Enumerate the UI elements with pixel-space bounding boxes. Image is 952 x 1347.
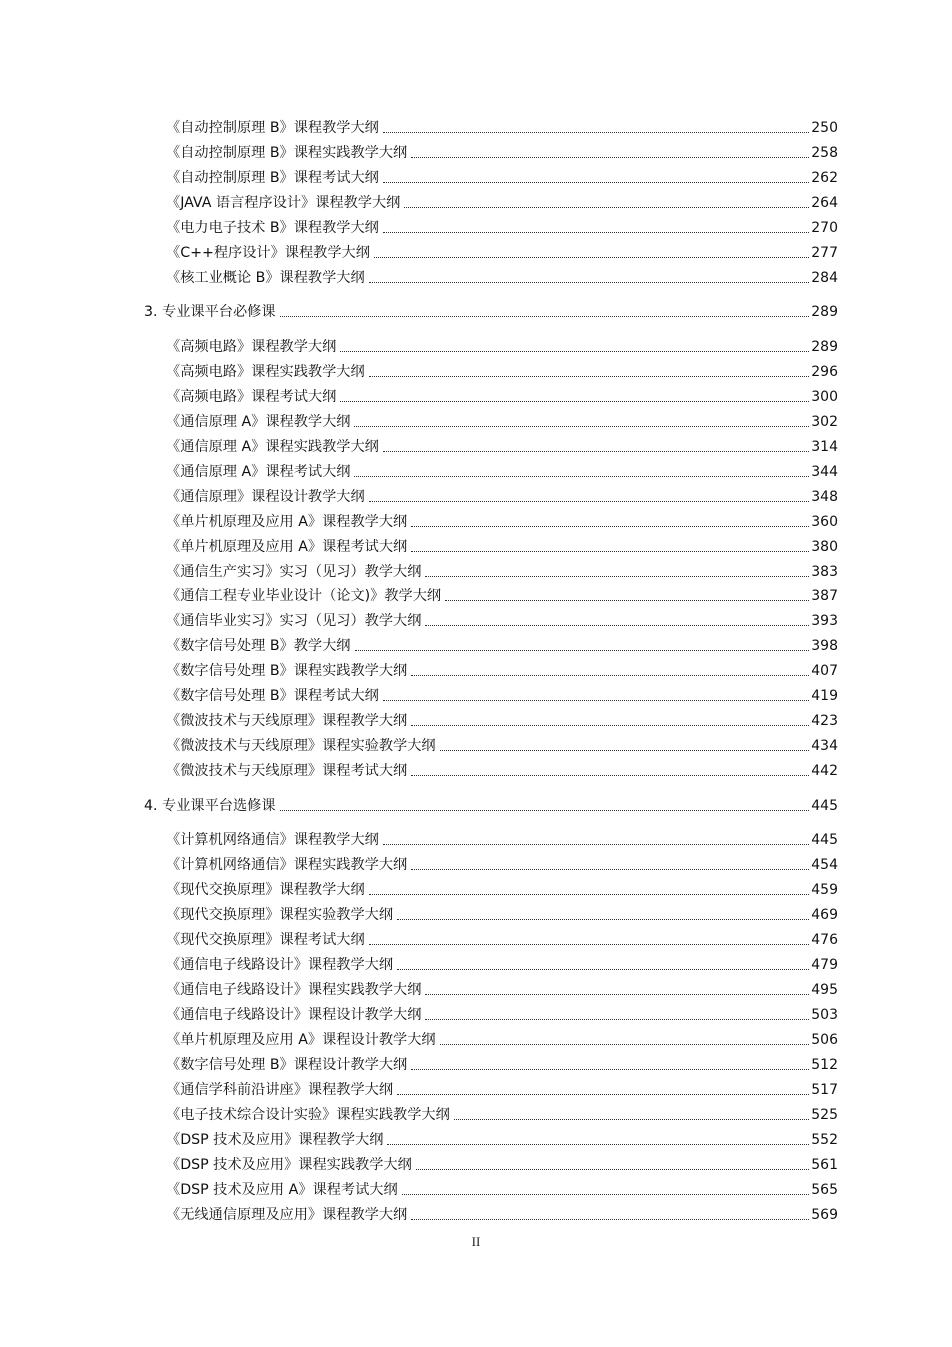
dot-leader bbox=[416, 1169, 809, 1170]
toc-entry[interactable] bbox=[166, 854, 838, 874]
dot-leader bbox=[369, 282, 810, 283]
toc-entry-title: 《自动控制原理 B》课程教学大纲 bbox=[166, 120, 379, 136]
dot-leader bbox=[383, 844, 809, 845]
toc-entry[interactable] bbox=[166, 386, 838, 406]
toc-entry-title: 《DSP 技术及应用 A》课程考试大纲 bbox=[166, 1182, 398, 1198]
toc-entry-title: 《微波技术与天线原理》课程教学大纲 bbox=[166, 713, 408, 729]
toc-entry[interactable] bbox=[166, 735, 838, 755]
dot-leader bbox=[354, 476, 809, 477]
dot-leader bbox=[280, 316, 810, 317]
toc-entry-title: 《通信原理 A》课程考试大纲 bbox=[166, 464, 351, 480]
toc-entry[interactable] bbox=[166, 585, 838, 605]
toc-entry-page: 525 bbox=[811, 1107, 838, 1123]
toc-entry-page: 393 bbox=[811, 613, 838, 629]
toc-entry-page: 302 bbox=[811, 414, 838, 430]
dot-leader bbox=[383, 451, 809, 452]
toc-entry-page: 264 bbox=[811, 195, 838, 211]
toc-entry-title: 《DSP 技术及应用》课程实践教学大纲 bbox=[166, 1157, 412, 1173]
toc-entry-page: 258 bbox=[811, 145, 838, 161]
toc-entry-page: 348 bbox=[811, 489, 838, 505]
dot-leader bbox=[454, 1119, 810, 1120]
toc-entry-page: 434 bbox=[811, 738, 838, 754]
toc-entry-title: 《DSP 技术及应用》课程教学大纲 bbox=[166, 1132, 384, 1148]
toc-entry-title: 《电子技术综合设计实验》课程实践教学大纲 bbox=[166, 1107, 450, 1123]
toc-entry-title: 《通信原理》课程设计教学大纲 bbox=[166, 489, 365, 505]
toc-entry[interactable] bbox=[166, 1054, 838, 1074]
toc-entry-page: 517 bbox=[811, 1082, 838, 1098]
toc-entry[interactable] bbox=[166, 929, 838, 949]
toc-entry-page: 476 bbox=[811, 932, 838, 948]
toc-entry-page: 561 bbox=[811, 1157, 838, 1173]
toc-entry[interactable] bbox=[166, 1029, 838, 1049]
dot-leader bbox=[411, 775, 809, 776]
dot-leader bbox=[404, 207, 809, 208]
toc-entry-page: 277 bbox=[811, 245, 838, 261]
toc-entry-title: 3. 专业课平台必修课 bbox=[144, 304, 276, 320]
toc-entry-title: 《C++程序设计》课程教学大纲 bbox=[166, 245, 370, 261]
toc-entry[interactable] bbox=[166, 436, 838, 456]
dot-leader bbox=[369, 376, 810, 377]
toc-entry-page: 289 bbox=[811, 339, 838, 355]
toc-entry-page: 469 bbox=[811, 907, 838, 923]
dot-leader bbox=[383, 232, 809, 233]
dot-leader bbox=[411, 157, 809, 158]
dot-leader bbox=[369, 501, 810, 502]
toc-entry-page: 454 bbox=[811, 857, 838, 873]
toc-entry-title: 《自动控制原理 B》课程实践教学大纲 bbox=[166, 145, 408, 161]
dot-leader bbox=[411, 551, 809, 552]
toc-entry-page: 380 bbox=[811, 539, 838, 555]
toc-entry-page: 569 bbox=[811, 1207, 838, 1223]
dot-leader bbox=[369, 894, 810, 895]
toc-entry[interactable] bbox=[166, 411, 838, 431]
toc-entry[interactable] bbox=[166, 361, 838, 381]
toc-entry-page: 270 bbox=[811, 220, 838, 236]
toc-entry[interactable] bbox=[166, 1079, 838, 1099]
toc-entry-title: 《数字信号处理 B》课程实践教学大纲 bbox=[166, 663, 408, 679]
toc-entry[interactable] bbox=[166, 829, 838, 849]
toc-entry-page: 296 bbox=[811, 364, 838, 380]
toc-entry[interactable] bbox=[166, 217, 838, 237]
toc-entry[interactable] bbox=[166, 760, 838, 780]
dot-leader bbox=[340, 401, 809, 402]
dot-leader bbox=[440, 750, 810, 751]
toc-entry-page: 565 bbox=[811, 1182, 838, 1198]
toc-entry-page: 445 bbox=[811, 832, 838, 848]
dot-leader bbox=[411, 725, 809, 726]
toc-entry-title: 《通信电子线路设计》课程实践教学大纲 bbox=[166, 982, 422, 998]
toc-entry-title: 《通信生产实习》实习（见习）教学大纲 bbox=[166, 564, 422, 580]
toc-entry[interactable] bbox=[166, 167, 838, 187]
toc-entry-title: 《高频电路》课程教学大纲 bbox=[166, 339, 337, 355]
dot-leader bbox=[397, 969, 809, 970]
toc-section-heading[interactable] bbox=[144, 301, 838, 321]
toc-entry[interactable] bbox=[166, 511, 838, 531]
toc-entry-page: 360 bbox=[811, 514, 838, 530]
toc-entry[interactable] bbox=[166, 635, 838, 655]
dot-leader bbox=[425, 576, 809, 577]
toc-entry[interactable] bbox=[166, 954, 838, 974]
dot-leader bbox=[387, 1144, 809, 1145]
toc-entry[interactable] bbox=[166, 486, 838, 506]
toc-entry-title: 《微波技术与天线原理》课程考试大纲 bbox=[166, 763, 408, 779]
toc-entry-title: 《高频电路》课程考试大纲 bbox=[166, 389, 337, 405]
toc-entry-title: 《无线通信原理及应用》课程教学大纲 bbox=[166, 1207, 408, 1223]
toc-entry-page: 344 bbox=[811, 464, 838, 480]
dot-leader bbox=[383, 132, 809, 133]
toc-entry-page: 442 bbox=[811, 763, 838, 779]
toc-entry-title: 《通信学科前沿讲座》课程教学大纲 bbox=[166, 1082, 394, 1098]
toc-entry[interactable] bbox=[166, 242, 838, 262]
dot-leader bbox=[411, 675, 809, 676]
dot-leader bbox=[354, 426, 809, 427]
toc-entry[interactable] bbox=[166, 461, 838, 481]
toc-entry-title: 4. 专业课平台选修课 bbox=[144, 798, 276, 814]
dot-leader bbox=[383, 182, 809, 183]
dot-leader bbox=[402, 1194, 810, 1195]
toc-entry-page: 419 bbox=[811, 688, 838, 704]
toc-entry[interactable] bbox=[166, 1104, 838, 1124]
toc-entry-page: 479 bbox=[811, 957, 838, 973]
toc-entry-title: 《电力电子技术 B》课程教学大纲 bbox=[166, 220, 379, 236]
toc-entry[interactable] bbox=[166, 879, 838, 899]
toc-entry[interactable] bbox=[166, 1004, 838, 1024]
toc-entry-page: 503 bbox=[811, 1007, 838, 1023]
toc-entry[interactable] bbox=[166, 536, 838, 556]
toc-entry-page: 512 bbox=[811, 1057, 838, 1073]
dot-leader bbox=[374, 257, 809, 258]
toc-entry-page: 289 bbox=[811, 304, 838, 320]
toc-entry-page: 284 bbox=[811, 270, 838, 286]
toc-entry-title: 《通信电子线路设计》课程教学大纲 bbox=[166, 957, 394, 973]
toc-entry[interactable] bbox=[166, 685, 838, 705]
toc-entry-title: 《核工业概论 B》课程教学大纲 bbox=[166, 270, 365, 286]
dot-leader bbox=[411, 869, 809, 870]
dot-leader bbox=[425, 994, 809, 995]
toc-entry[interactable] bbox=[166, 336, 838, 356]
toc-entry-title: 《通信毕业实习》实习（见习）教学大纲 bbox=[166, 613, 422, 629]
dot-leader bbox=[425, 625, 809, 626]
toc-entry-title: 《计算机网络通信》课程实践教学大纲 bbox=[166, 857, 408, 873]
toc-entry-page: 398 bbox=[811, 638, 838, 654]
toc-entry[interactable] bbox=[166, 1129, 838, 1149]
toc-entry[interactable] bbox=[166, 561, 838, 581]
toc-entry-title: 《数字信号处理 B》教学大纲 bbox=[166, 638, 351, 654]
toc-entry[interactable] bbox=[166, 979, 838, 999]
toc-entry-title: 《通信原理 A》课程实践教学大纲 bbox=[166, 439, 379, 455]
toc-entry-page: 552 bbox=[811, 1132, 838, 1148]
toc-entry-page: 387 bbox=[811, 588, 838, 604]
toc-entry[interactable] bbox=[166, 192, 838, 212]
dot-leader bbox=[397, 1094, 809, 1095]
dot-leader bbox=[425, 1019, 809, 1020]
toc-entry-title: 《单片机原理及应用 A》课程设计教学大纲 bbox=[166, 1032, 436, 1048]
toc-entry-page: 459 bbox=[811, 882, 838, 898]
toc-entry-title: 《数字信号处理 B》课程考试大纲 bbox=[166, 688, 379, 704]
toc-entry-page: 314 bbox=[811, 439, 838, 455]
toc-entry-title: 《JAVA 语言程序设计》课程教学大纲 bbox=[166, 195, 401, 211]
dot-leader bbox=[440, 1044, 810, 1045]
page-number: II bbox=[471, 1234, 481, 1249]
toc-entry-title: 《单片机原理及应用 A》课程考试大纲 bbox=[166, 539, 408, 555]
toc-section-heading[interactable] bbox=[144, 795, 838, 815]
toc-entry-page: 445 bbox=[811, 798, 838, 814]
dot-leader bbox=[340, 351, 809, 352]
toc-entry[interactable] bbox=[166, 142, 838, 162]
dot-leader bbox=[411, 1069, 809, 1070]
toc-entry-page: 495 bbox=[811, 982, 838, 998]
toc-entry[interactable] bbox=[166, 904, 838, 924]
toc-entry-title: 《通信原理 A》课程教学大纲 bbox=[166, 414, 351, 430]
toc-entry-title: 《微波技术与天线原理》课程实验教学大纲 bbox=[166, 738, 436, 754]
toc-entry-title: 《数字信号处理 B》课程设计教学大纲 bbox=[166, 1057, 408, 1073]
dot-leader bbox=[411, 1219, 809, 1220]
toc-entry[interactable] bbox=[166, 660, 838, 680]
dot-leader bbox=[355, 650, 810, 651]
dot-leader bbox=[369, 944, 810, 945]
dot-leader bbox=[383, 700, 809, 701]
toc-entry-page: 383 bbox=[811, 564, 838, 580]
dot-leader bbox=[280, 810, 810, 811]
toc-entry-title: 《通信工程专业毕业设计（论文)》教学大纲 bbox=[166, 588, 442, 604]
toc-entry-page: 262 bbox=[811, 170, 838, 186]
toc-entry-page: 300 bbox=[811, 389, 838, 405]
toc-entry[interactable] bbox=[166, 267, 838, 287]
toc-entry[interactable] bbox=[166, 1179, 838, 1199]
toc-entry-title: 《单片机原理及应用 A》课程教学大纲 bbox=[166, 514, 408, 530]
toc-entry[interactable] bbox=[166, 117, 838, 137]
toc-entry-title: 《现代交换原理》课程实验教学大纲 bbox=[166, 907, 394, 923]
toc-entry[interactable] bbox=[166, 710, 838, 730]
toc-entry-title: 《通信电子线路设计》课程设计教学大纲 bbox=[166, 1007, 422, 1023]
toc-entry-page: 423 bbox=[811, 713, 838, 729]
toc-entry-page: 250 bbox=[811, 120, 838, 136]
toc-entry-title: 《计算机网络通信》课程教学大纲 bbox=[166, 832, 379, 848]
toc-entry-page: 506 bbox=[811, 1032, 838, 1048]
dot-leader bbox=[411, 526, 809, 527]
toc-entry-title: 《现代交换原理》课程考试大纲 bbox=[166, 932, 365, 948]
toc-entry-page: 407 bbox=[811, 663, 838, 679]
toc-entry-title: 《自动控制原理 B》课程考试大纲 bbox=[166, 170, 379, 186]
toc-entry[interactable] bbox=[166, 1154, 838, 1174]
toc-entry[interactable] bbox=[166, 1204, 838, 1224]
toc-entry-title: 《现代交换原理》课程教学大纲 bbox=[166, 882, 365, 898]
toc-entry[interactable] bbox=[166, 610, 838, 630]
dot-leader bbox=[445, 600, 809, 601]
dot-leader bbox=[397, 919, 809, 920]
toc-entry-title: 《高频电路》课程实践教学大纲 bbox=[166, 364, 365, 380]
